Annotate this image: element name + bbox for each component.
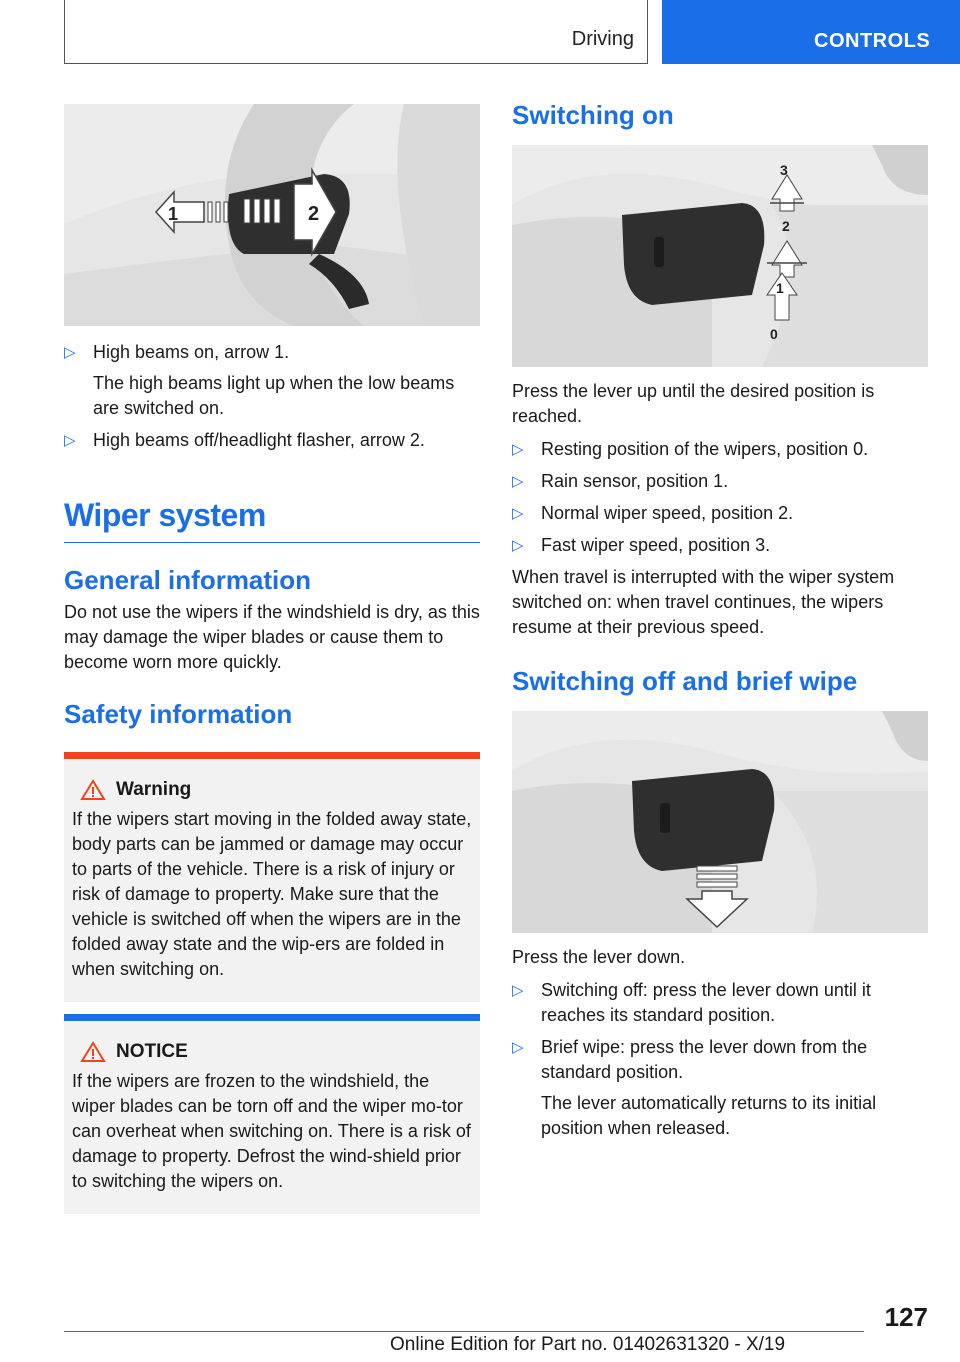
wiper-lever-down-figure	[512, 711, 928, 933]
notice-bar	[64, 1014, 480, 1021]
warning-callout	[64, 752, 480, 1002]
warning-title: Warning	[116, 779, 192, 800]
page-number: 127	[884, 1302, 928, 1332]
general-info-text: Do not use the wipers if the windshield is dry, as this may damage the wiper blades or cause them to become worn more quickly.	[64, 602, 480, 672]
list-item: ▷ Brief wipe: press the lever down from the standard position. The lever automatically returns to its initial position when released.	[512, 1037, 877, 1138]
fig1-label-1: 1	[168, 204, 179, 224]
list-item: ▷ Fast wiper speed, position 3.	[512, 533, 928, 558]
switching-off-intro: Press the lever down.	[512, 947, 686, 967]
list-item: ▷ Rain sensor, position 1.	[512, 469, 928, 494]
list-item: ▷ Resting position of the wipers, position 0.	[512, 437, 928, 462]
header-section-title: Driving	[571, 28, 634, 50]
fig2-label-3: 3	[780, 162, 788, 178]
notice-text: If the wipers are frozen to the windshield, the wiper blades can be torn off and the wiper mo-tor can overheat when switching on. There is a risk of damage to property. Defrost the wind-shield prior to switching the wipers on.	[72, 1071, 471, 1191]
warning-triangle-icon	[80, 779, 106, 801]
bullet-triangle-icon: ▷	[512, 441, 524, 458]
bullet-triangle-icon: ▷	[512, 473, 524, 490]
list-item: ▷ High beams on, arrow 1. The high beams light up when the low beams are switched on.	[64, 342, 455, 418]
notice-callout	[64, 1014, 480, 1214]
high-beam-list	[64, 340, 480, 453]
bullet-triangle-icon: ▷	[512, 982, 524, 999]
switching-on-intro: Press the lever up until the desired position is reached.	[512, 381, 875, 426]
high-beam-lever-figure	[64, 104, 480, 326]
list-item: ▷ Switching off: press the lever down until it reaches its standard position.	[512, 980, 871, 1025]
notice-title: NOTICE	[116, 1041, 188, 1062]
header-frame	[64, 0, 648, 64]
warning-text: If the wipers start moving in the folded away state, body parts can be jammed or damage may occur to parts of the vehicle. There is a risk of injury or risk of damage to property. Make sure that the vehicle is switched off when the wipers are in the folded away state and the wip-ers are folded in when switching on.	[72, 809, 472, 979]
fig2-label-1: 1	[776, 280, 784, 296]
list-item: ▷ Normal wiper speed, position 2.	[512, 501, 928, 526]
section-title-wiper-system: Wiper system	[64, 497, 480, 543]
subsection-title-general: General information	[64, 565, 312, 595]
subsection-title-switching-off: Switching off and brief wipe	[512, 666, 858, 696]
fig2-label-2: 2	[782, 218, 790, 234]
bullet-triangle-icon: ▷	[64, 432, 76, 449]
left-column	[64, 104, 480, 1214]
right-column	[512, 100, 928, 1148]
fig2-label-0: 0	[770, 326, 778, 342]
footer-divider	[64, 1331, 864, 1332]
footer-edition: Online Edition for Part no. 01402631320 - X/19	[390, 1334, 786, 1355]
bullet-triangle-icon: ▷	[512, 537, 524, 554]
bullet-triangle-icon: ▷	[512, 505, 524, 522]
header-chapter-tab[interactable]: CONTROLS	[662, 0, 960, 64]
travel-interrupted-text: When travel is interrupted with the wiper system switched on: when travel continues, the wipers resume at their previous speed.	[512, 567, 895, 637]
list-item: ▷ High beams off/headlight flasher, arrow 2.	[64, 428, 480, 453]
wiper-position-list	[512, 437, 928, 558]
warning-bar	[64, 752, 480, 759]
subsection-title-safety: Safety information	[64, 699, 293, 729]
bullet-triangle-icon: ▷	[64, 344, 76, 361]
bullet-triangle-icon: ▷	[512, 1039, 524, 1056]
fig1-label-2: 2	[308, 203, 320, 225]
subsection-title-switching-on: Switching on	[512, 100, 674, 130]
switching-off-list	[512, 978, 928, 1141]
wiper-lever-up-figure	[512, 145, 928, 367]
notice-triangle-icon	[80, 1041, 106, 1063]
